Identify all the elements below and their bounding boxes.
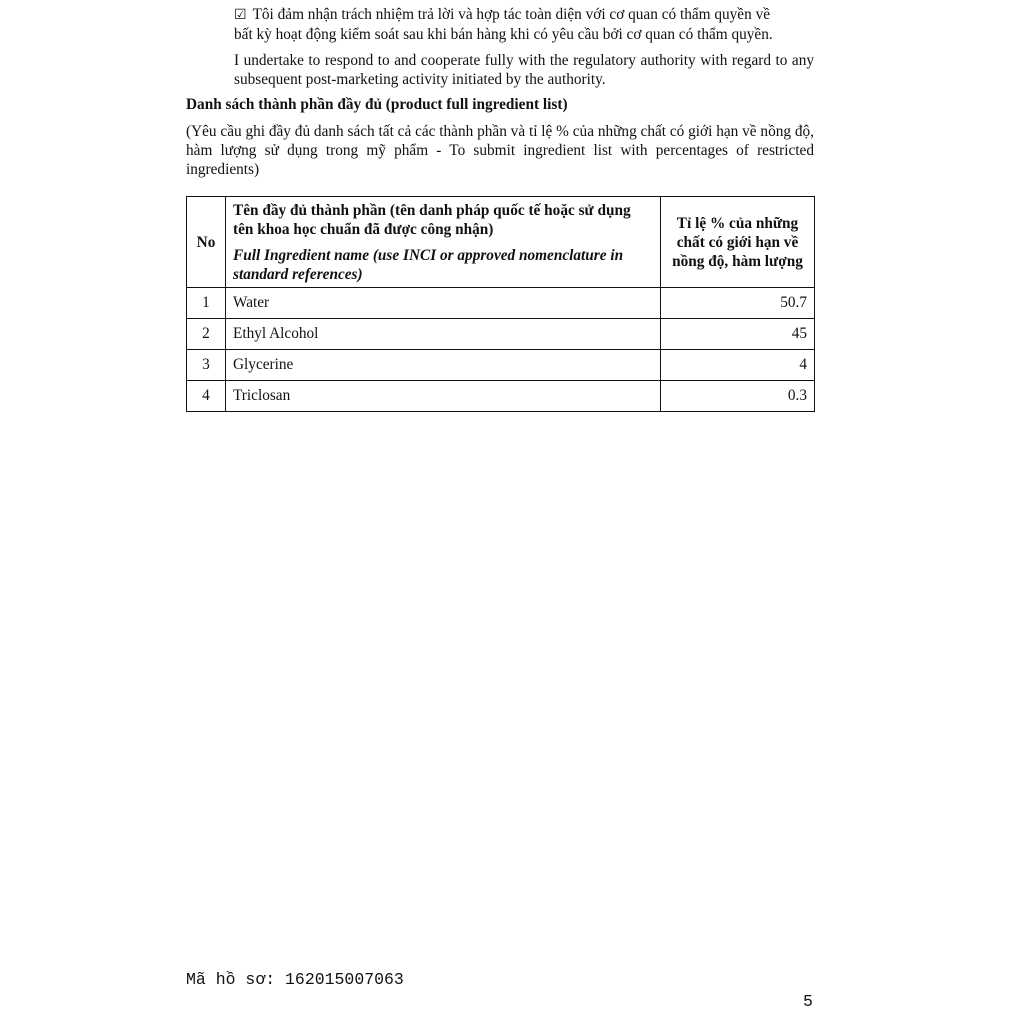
- commitment-vi-text-1: Tôi đảm nhận trách nhiệm trả lời và hợp tác toàn diện với cơ quan có thẩm quyền về: [252, 6, 771, 23]
- row-ingredient-name: Triclosan: [226, 381, 661, 412]
- row-no: 1: [187, 288, 226, 319]
- commitment-statement: [234, 5, 814, 89]
- table-row: [187, 381, 815, 412]
- row-percent: 4: [661, 350, 815, 381]
- ingredient-section-note: (Yêu cầu ghi đầy đủ danh sách tất cả các thành phần và tỉ lệ % của những chất có giới hạn về nồng độ, hàm lượng sử dụng trong mỹ phẩm - To submit ingredient list with percentages of restricted ingredients): [186, 123, 814, 178]
- commitment-vi-line-2: bất kỳ hoạt động kiểm soát sau khi bán hàng khi có yêu cầu bởi cơ quan có thẩm quyền.: [234, 26, 773, 43]
- table-header-row: [187, 197, 815, 288]
- page-number: 5: [803, 992, 813, 1011]
- table-row: [187, 288, 815, 319]
- table-row: [187, 319, 815, 350]
- ingredient-table: [186, 196, 815, 412]
- header-name-vi: Tên đầy đủ thành phần (tên danh pháp quốc tế hoặc sử dụng tên khoa học chuẩn đã được công nhận): [233, 201, 631, 238]
- row-no: 3: [187, 350, 226, 381]
- header-no: No: [187, 197, 226, 288]
- row-percent: 0.3: [661, 381, 815, 412]
- row-ingredient-name: Water: [226, 288, 661, 319]
- row-percent: 45: [661, 319, 815, 350]
- header-percent: Tỉ lệ % của những chất có giới hạn về nồng độ, hàm lượng: [661, 197, 815, 288]
- row-no: 2: [187, 319, 226, 350]
- ingredient-section-title: Danh sách thành phần đầy đủ (product full ingredient list): [186, 96, 568, 113]
- file-code: Mã hồ sơ: 162015007063: [186, 970, 404, 989]
- table-row: [187, 350, 815, 381]
- row-ingredient-name: Ethyl Alcohol: [226, 319, 661, 350]
- row-percent: 50.7: [661, 288, 815, 319]
- row-ingredient-name: Glycerine: [226, 350, 661, 381]
- header-ingredient-name: [226, 197, 661, 288]
- header-name-en: Full Ingredient name (use INCI or approved nomenclature in standard references): [233, 246, 624, 283]
- checked-checkbox-icon: ☑: [234, 7, 247, 23]
- commitment-en-text: I undertake to respond to and cooperate fully with the regulatory authority with regard to any subsequent post-marketing activity initiated by the authority.: [234, 52, 814, 88]
- row-no: 4: [187, 381, 226, 412]
- commitment-vi-line-1: [234, 5, 814, 25]
